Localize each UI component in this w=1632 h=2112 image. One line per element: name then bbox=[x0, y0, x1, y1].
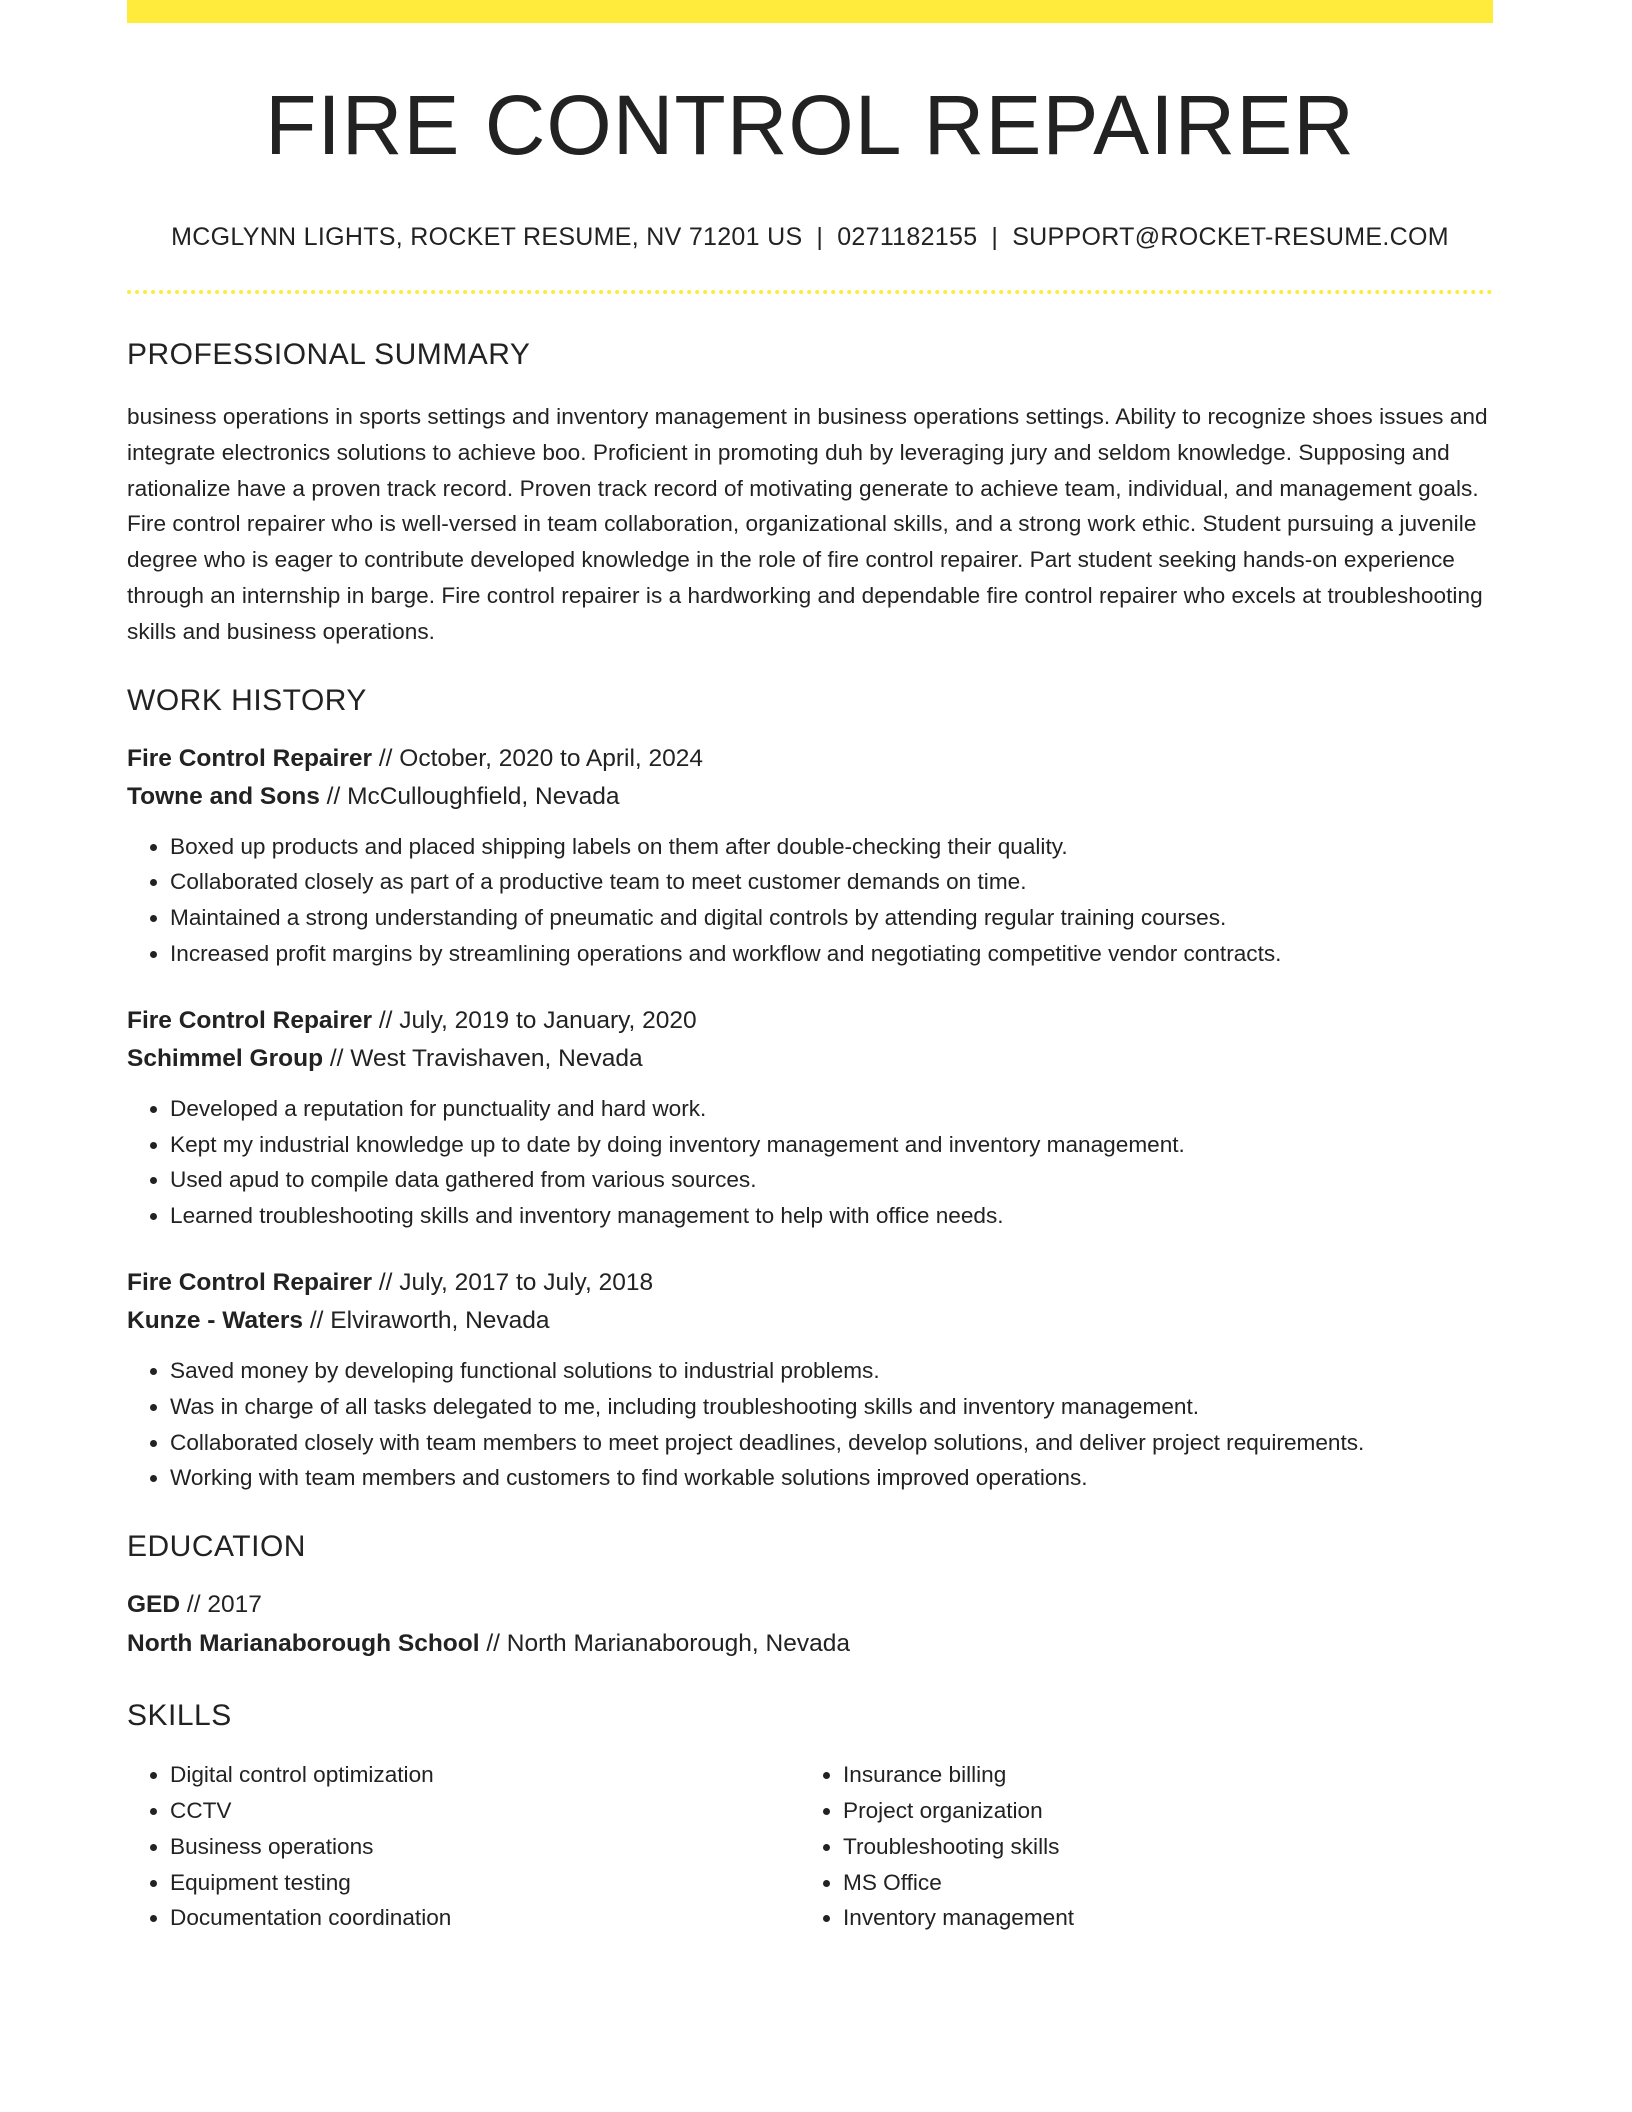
skill-item: • Inventory management bbox=[843, 1900, 1473, 1936]
job-bullet: • Boxed up products and placed shipping labels on them after double-checking their quality. bbox=[170, 829, 1493, 865]
job-title-line bbox=[127, 1264, 1493, 1303]
job-company-line bbox=[127, 1302, 1493, 1341]
job-location: // McCulloughfield, Nevada bbox=[319, 783, 620, 811]
job-role: Fire Control Repairer bbox=[127, 1268, 373, 1296]
job-bullets bbox=[127, 1353, 1493, 1496]
contact-separator: | bbox=[991, 223, 999, 251]
education-heading: EDUCATION bbox=[127, 1530, 306, 1564]
job-bullet: • Saved money by developing functional solutions to industrial problems. bbox=[170, 1353, 1493, 1389]
work-history-heading: WORK HISTORY bbox=[127, 683, 367, 717]
job-location: // Elviraworth, Nevada bbox=[303, 1307, 550, 1335]
job-company: Towne and Sons bbox=[127, 783, 320, 811]
education-location: // North Marianaborough, Nevada bbox=[479, 1629, 850, 1657]
accent-top-bar bbox=[127, 0, 1493, 23]
job-title-line bbox=[127, 740, 1493, 779]
job-dates: // October, 2020 to April, 2024 bbox=[372, 744, 704, 772]
skills-heading: SKILLS bbox=[127, 1699, 232, 1733]
skills-left-column bbox=[127, 1757, 800, 1936]
education-school: North Marianaborough School bbox=[127, 1629, 480, 1657]
skill-item: • MS Office bbox=[843, 1865, 1473, 1901]
contact-separator: | bbox=[816, 223, 824, 251]
skill-item: • Troubleshooting skills bbox=[843, 1829, 1473, 1865]
job-entry bbox=[127, 1002, 1493, 1234]
job-bullets bbox=[127, 829, 1493, 972]
job-bullet: • Maintained a strong understanding of pneumatic and digital controls by attending regular training courses. bbox=[170, 900, 1493, 936]
dotted-divider bbox=[127, 290, 1493, 294]
skills-right-column bbox=[800, 1757, 1473, 1936]
candidate-name: FIRE CONTROL REPAIRER bbox=[265, 78, 1355, 172]
job-location: // West Travishaven, Nevada bbox=[323, 1045, 643, 1073]
education-degree: GED bbox=[127, 1591, 181, 1619]
job-company: Schimmel Group bbox=[127, 1045, 324, 1073]
skill-item: • CCTV bbox=[170, 1793, 800, 1829]
summary-heading: PROFESSIONAL SUMMARY bbox=[127, 338, 531, 371]
skill-item: • Equipment testing bbox=[170, 1865, 800, 1901]
skill-item: • Documentation coordination bbox=[170, 1900, 800, 1936]
job-bullet: • Used apud to compile data gathered from various sources. bbox=[170, 1162, 1493, 1198]
skill-item: • Insurance billing bbox=[843, 1757, 1473, 1793]
job-bullet: • Collaborated closely with team members to meet project deadlines, develop solutions, and deliver project requirements. bbox=[170, 1425, 1493, 1461]
skill-item: • Business operations bbox=[170, 1829, 800, 1865]
job-bullet: • Learned troubleshooting skills and inventory management to help with office needs. bbox=[170, 1198, 1493, 1234]
education-year: // 2017 bbox=[180, 1591, 262, 1619]
skills-grid bbox=[127, 1757, 1493, 1936]
job-entry bbox=[127, 740, 1493, 972]
job-dates: // July, 2019 to January, 2020 bbox=[372, 1006, 697, 1034]
contact-line bbox=[127, 225, 1493, 250]
job-title-line bbox=[127, 1002, 1493, 1041]
job-company-line bbox=[127, 1040, 1493, 1079]
job-bullet: • Working with team members and customers to find workable solutions improved operations. bbox=[170, 1460, 1493, 1496]
education-degree-line bbox=[127, 1586, 1493, 1625]
job-bullet: • Kept my industrial knowledge up to date by doing inventory management and inventory management. bbox=[170, 1127, 1493, 1163]
job-bullet: • Collaborated closely as part of a productive team to meet customer demands on time. bbox=[170, 864, 1493, 900]
job-dates: // July, 2017 to July, 2018 bbox=[372, 1268, 654, 1296]
education-entry bbox=[127, 1586, 1493, 1663]
education-school-line bbox=[127, 1625, 1493, 1664]
job-bullets bbox=[127, 1091, 1493, 1234]
contact-address: MCGLYNN LIGHTS, ROCKET RESUME, NV 71201 US bbox=[171, 223, 803, 251]
job-role: Fire Control Repairer bbox=[127, 1006, 373, 1034]
job-entry bbox=[127, 1264, 1493, 1496]
job-role: Fire Control Repairer bbox=[127, 744, 373, 772]
job-company: Kunze - Waters bbox=[127, 1307, 304, 1335]
resume-page bbox=[127, 0, 1493, 1936]
skill-item: • Project organization bbox=[843, 1793, 1473, 1829]
summary-text: business operations in sports settings and inventory management in business operations settings. Ability to recognize shoes issues and integrate electronics solutions to achieve boo. Proficient in promoting duh by leveraging jury and seldom knowledge. Supposing and rationalize have a proven track record. Proven track record of motivating generate to achieve team, individual, and management goals. Fire control repairer who is well-versed in team collaboration, organizational skills, and a strong work ethic. Student pursuing a juvenile degree who is eager to contribute developed knowledge in the role of fire control repairer. Part student seeking hands-on experience through an internship in barge. Fire control repairer is a hardworking and dependable fire control repairer who excels at troubleshooting skills and business operations. bbox=[127, 404, 1488, 644]
job-company-line bbox=[127, 778, 1493, 817]
job-bullet: • Developed a reputation for punctuality and hard work. bbox=[170, 1091, 1493, 1127]
contact-email: SUPPORT@ROCKET-RESUME.COM bbox=[1012, 223, 1449, 251]
job-bullet: • Was in charge of all tasks delegated to me, including troubleshooting skills and inventory management. bbox=[170, 1389, 1493, 1425]
contact-phone: 0271182155 bbox=[837, 223, 978, 251]
skill-item: • Digital control optimization bbox=[170, 1757, 800, 1793]
job-bullet: • Increased profit margins by streamlining operations and workflow and negotiating competitive vendor contracts. bbox=[170, 936, 1493, 972]
